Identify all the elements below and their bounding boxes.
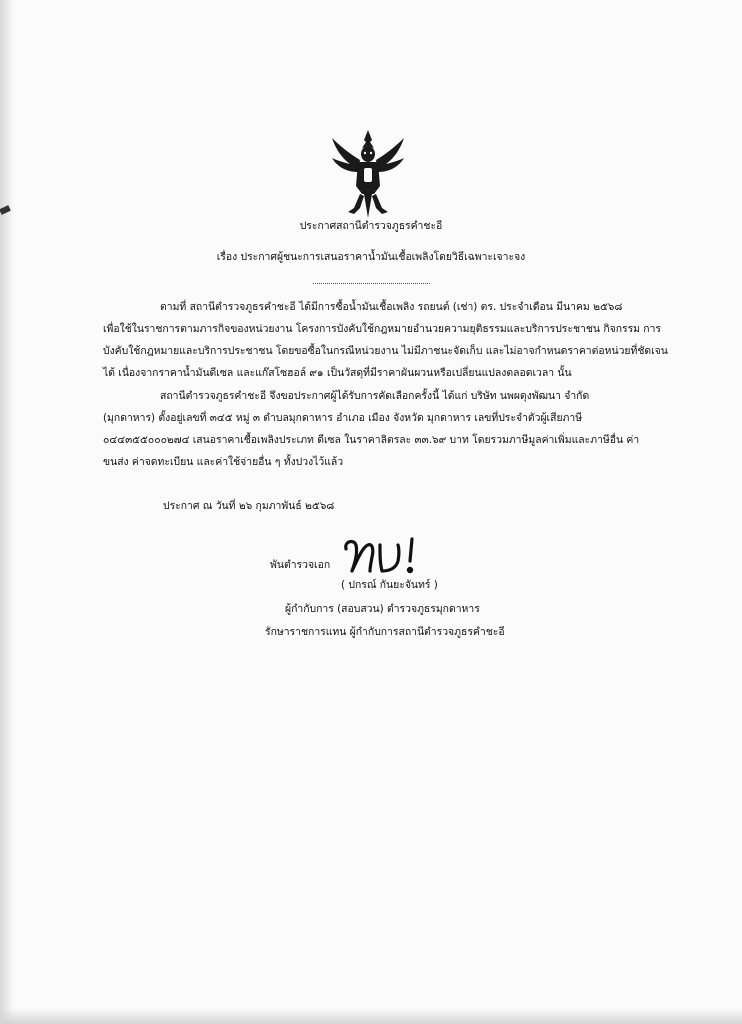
signer-position-2: รักษาราชการแทน ผู้กำกับการสถานีตำรวจภูธรคำชะอี bbox=[265, 626, 505, 638]
document-subject: เรื่อง ประกาศผู้ชนะการเสนอราคาน้ำมันเชื้อเพลิงโดยวิธีเฉพาะเจาะจง bbox=[216, 251, 526, 263]
signer-rank: พันตำรวจเอก bbox=[270, 559, 331, 571]
paragraph-1-line-4: ได้ เนื่องจากราคาน้ำมันดีเซล และแก๊สโซฮอล์ ๙๑ เป็นวัสดุที่มีราคาผันผวนหรือเปลี่ยนแปลงตลอดเวลา นั้น bbox=[103, 367, 572, 379]
paragraph-2-line-4: ขนส่ง ค่าจดทะเบียน และค่าใช้จ่ายอื่น ๆ ทั้งปวงไว้แล้ว bbox=[103, 456, 344, 468]
signer-name: ( ปกรณ์ กันยะจันทร์ ) bbox=[341, 579, 438, 591]
garuda-emblem-icon bbox=[330, 128, 406, 220]
title-divider bbox=[313, 283, 430, 284]
signer-position-1: ผู้กำกับการ (สอบสวน) ตำรวจภูธรมุกดาหาร bbox=[285, 603, 480, 615]
paragraph-1-line-2: เพื่อใช้ในราชการตามภารกิจของหน่วยงาน โครงการบังคับใช้กฎหมายอำนวยความยุติธรรมและบริการประชาชน กิจกรรม การ bbox=[103, 323, 662, 335]
paragraph-1-line-3: บังคับใช้กฎหมายและบริการประชาชน โดยขอซื้อในกรณีหน่วยงาน ไม่มีภาชนะจัดเก็บ และไม่อาจกำหนดราคาต่อหน่วยที่ชัดเจน bbox=[103, 345, 668, 357]
handwritten-signature bbox=[340, 535, 440, 575]
document-title: ประกาศสถานีตำรวจภูธรคำชะอี bbox=[299, 220, 443, 232]
scan-bottom-edge bbox=[0, 1008, 742, 1024]
scan-edge-shadow bbox=[0, 0, 14, 1024]
paragraph-2-line-1: สถานีตำรวจภูธรคำชะอี จึงขอประกาศผู้ได้รับการคัดเลือกครั้งนี้ ได้แก่ บริษัท นพผดุงพัฒนา จำกัด bbox=[160, 390, 590, 402]
paragraph-2-line-3: ๐๔๔๓๕๕๐๐๐๒๗๔ เสนอราคาเชื้อเพลิงประเภท ดีเซล ในราคาลิตรละ ๓๓.๖๙ บาท โดยรวมภาษีมูลค่าเพิ่มและภาษีอื่น ค่า bbox=[103, 434, 640, 446]
paragraph-1-line-1: ตามที่ สถานีตำรวจภูธรคำชะอี ได้มีการซื้อน้ำมันเชื้อเพลิง รถยนต์ (เช่า) ตร. ประจำเดือน มีนาคม ๒๕๖๘ bbox=[160, 301, 623, 313]
paragraph-2-line-2: (มุกดาหาร) ตั้งอยู่เลขที่ ๓๔๕ หมู่ ๓ ตำบลมุกดาหาร อำเภอ เมือง จังหวัด มุกดาหาร เลขที่ประจำตัวผู้เสียภาษี bbox=[103, 412, 583, 424]
announcement-date: ประกาศ ณ วันที่ ๒๖ กุมภาพันธ์ ๒๕๖๘ bbox=[163, 500, 335, 512]
